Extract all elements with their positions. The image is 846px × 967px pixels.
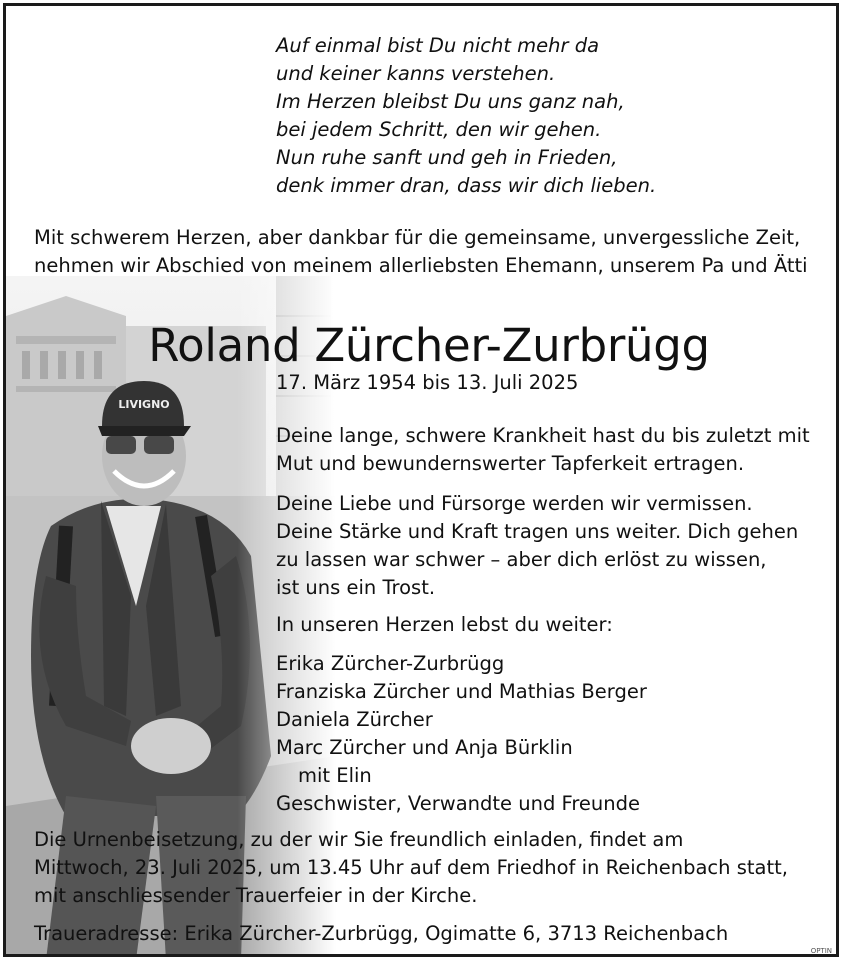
funeral-line: Die Urnenbeisetzung, zu der wir Sie freundlich einladen, findet am	[34, 828, 684, 851]
intro-line: Mit schwerem Herzen, aber dankbar für die gemeinsame, unvergessliche Zeit,	[34, 226, 801, 249]
funeral-info	[34, 826, 788, 910]
tribute-line: Deine lange, schwere Krankheit hast du bis zuletzt mit	[276, 424, 810, 447]
funeral-line: mit anschliessender Trauerfeier in der Kirche.	[34, 884, 478, 907]
mourner: Marc Zürcher und Anja Bürklin	[276, 736, 573, 759]
deceased-name: Roland Zürcher-Zurbrügg	[148, 319, 710, 372]
mourner: mit Elin	[298, 764, 372, 787]
life-dates: 17. März 1954 bis 13. Juli 2025	[276, 371, 579, 394]
mourner: Erika Zürcher-Zurbrügg	[276, 652, 505, 675]
poem-line: denk immer dran, dass wir dich lieben.	[276, 174, 657, 197]
tribute-line: zu lassen war schwer – aber dich erlöst zu wissen,	[276, 548, 767, 571]
obituary-frame	[3, 3, 839, 957]
poem	[276, 32, 656, 200]
funeral-line: Mittwoch, 23. Juli 2025, um 13.45 Uhr auf dem Friedhof in Reichenbach statt,	[34, 856, 788, 879]
poem-line: Nun ruhe sanft und geh in Frieden,	[276, 146, 618, 169]
intro-line: nehmen wir Abschied von meinem allerliebsten Ehemann, unserem Pa und Ätti	[34, 254, 808, 277]
tribute-text-3: In unseren Herzen lebst du weiter:	[276, 613, 613, 636]
tribute-line: Deine Stärke und Kraft tragen uns weiter. Dich gehen	[276, 520, 799, 543]
tribute-line: Deine Liebe und Fürsorge werden wir vermissen.	[276, 492, 753, 515]
mourners-list	[276, 650, 647, 818]
publisher-credit: OPTIN	[810, 947, 832, 955]
poem-line: Im Herzen bleibst Du uns ganz nah,	[276, 90, 625, 113]
mourning-address: Traueradresse: Erika Zürcher-Zurbrügg, Ogimatte 6, 3713 Reichenbach	[34, 922, 729, 945]
tribute-text-2	[276, 490, 798, 602]
mourner: Geschwister, Verwandte und Freunde	[276, 792, 641, 815]
poem-line: und keiner kanns verstehen.	[276, 62, 556, 85]
tribute-line: Mut und bewundernswerter Tapferkeit ertragen.	[276, 452, 745, 475]
poem-line: bei jedem Schritt, den wir gehen.	[276, 118, 602, 141]
tribute-line: ist uns ein Trost.	[276, 576, 436, 599]
mourner: Franziska Zürcher und Mathias Berger	[276, 680, 647, 703]
poem-line: Auf einmal bist Du nicht mehr da	[276, 34, 600, 57]
tribute-text-1	[276, 422, 810, 478]
intro-text	[34, 224, 808, 280]
mourner: Daniela Zürcher	[276, 708, 433, 731]
